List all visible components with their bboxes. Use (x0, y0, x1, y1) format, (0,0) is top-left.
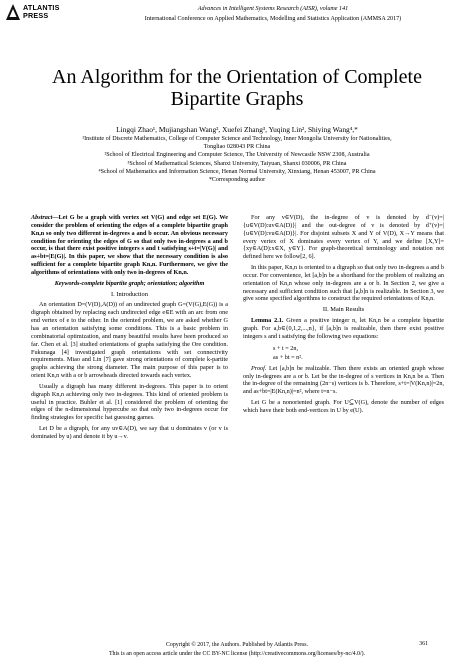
section-heading-introduction: I. Introduction (111, 290, 148, 298)
proof (243, 365, 444, 396)
author-list: Lingqi Zhao¹, Mujiangshan Wang², Xuefei Zhang³, Yuqing Lin², Shiying Wang⁴,* (116, 125, 358, 134)
affiliation-line: ⁴School of Mathematics and Information Science, Henan Normal University, Xinxiang, Henan 453007, PR China (98, 168, 376, 175)
proof-text: Let [a,b]n be realizable. Then there exists an oriented graph whose only in-degrees are a or b. Let be the in-degree of s vertices in Kn,n be a. Then the in-degree of the remaining (2n−s) vertices is b. Therefore, s+t=|V(Kn,n)|=2n, and as+bt=|E(Kn,n)|=n², where t=n−s. (243, 364, 444, 396)
publisher-logo (6, 4, 60, 20)
paragraph: Usually a digraph has many different in-degrees. This paper is to orient digraph Kn,n achieving only two in-degrees. This kind of oriented problem is useful in practice. Buhler et al. [1] considered the problem of orienting the edges of the n-dimensional hypercube so that only two in-degrees occur for finding strategies for specific hat guessing games. (31, 382, 228, 422)
section-heading-main-results: II. Main Results (322, 306, 365, 314)
page-number: 361 (419, 641, 428, 647)
keywords: Keywords-complete bipartite graph; orientation; algorithm (54, 279, 205, 287)
journal-line: Advances in Intelligent Systems Research (AISR), volume 141 (197, 6, 349, 12)
equation: as + bt = n². (273, 353, 303, 361)
running-header (80, 4, 466, 24)
paragraph: In this paper, Kn,n is oriented to a digraph so that only two in-degrees a and b occur. For convenience, let [a,b]n be a shorthand for the problem of realizing an orientation of Kn,n whose only in-degrees are a or b. In Section 2, we give a necessary and sufficient condition such that [a,b]n is realizable. In Section 3, we give some specified algorithms to construct the required orientations of Kn,n. (243, 264, 444, 303)
atlantis-press-icon (6, 4, 20, 20)
conference-line: International Conference on Applied Mathematics, Modelling and Statistics Application (AMMSA 2017) (144, 16, 402, 22)
equation-system (273, 344, 444, 362)
logo-line-1: ATLANTIS (23, 3, 60, 12)
corresponding-note: *Corresponding author (208, 177, 266, 184)
logo-line-2: PRESS (23, 11, 49, 20)
abstract-text: —Let G be a graph with vertex set V(G) and edge set E(G). We consider the problem of orienting the edges of a complete bipartite graph Kn,n so only two different in-degrees a and b occur. An obvious necessary condition for orienting the edges of G so that only two in-degrees a and b occur, is that there exist positive integers s and t satisfying s+t=|V(G)| and as+bt=|E(G)|. In this paper, we show that the necessary condition is also sufficient for a complete bipartite graph Kn,n. Furthermore, we give the algorithms of orientations with only two in-degrees of Kn,n. (31, 214, 228, 276)
paragraph: An orientation D=(V(D),A(D)) of an undirected graph G=(V(G),E(G)) is a digraph obtained by replacing each undirected edge e∈E with an arc from one end vertex of e to the other. In the oriented problem, we are asked whether G has an orientation satisfying some conditions. This is a basic problem in combinatorial optimization, and many beautiful results have been produced so far. Chen et al. [3] studied orientations of graphs satisfying the Ore condition. Fukunaga [4] investigated graph orientations with set connectivity requirements. Miao and Lin [7] gave strong orientations of complete k-partite graphs achieving the strong diameter. The main purpose of this paper is to orient Kn,n with a or b arrowheads directed towards each vertex. (31, 301, 228, 380)
affiliation-line: Tongliao 028043 PR China (203, 144, 271, 151)
lemma (243, 317, 444, 341)
affiliation-line: ³School of Mathematical Sciences, Shanxi University, Taiyuan, Shanxi 030006, PR China (127, 160, 347, 167)
right-column (243, 214, 444, 418)
paragraph: Let G be a nonoriented graph. For U⊆V(G), denote the number of edges which have their both end-vertices in U by e(U). (243, 399, 444, 414)
affiliation-line: ¹Institute of Discrete Mathematics, College of Computer Science and Technology, Inner Mongolia University for Nationalities, (82, 136, 392, 142)
paragraph: For any v∈V(D), the in-degree of v is denoted by d⁻(v)=|{u∈V(D):uv∈A(D)}| and the out-degree of v is denoted by d⁺(v)=|{u∈V(D):vu∈A(D)}|. For disjoint subsets X and Y of V(D), X→Y means that every vertex of X dominates every vertex of Y, and we define [X,Y]={xy∈A(D):x∈X, y∈Y}. For graph-theoretical terminology and notation not defined here we follow[2, 6]. (243, 214, 444, 261)
page-footer (0, 641, 474, 659)
lemma-text: Given a positive integer n, let Kn,n be a complete bipartite graph. For a,b∈{0,1,2,...,n}, if [a,b]n is realizable, then there exist positive integers s and t satisfying the following two equations: (243, 317, 444, 340)
title-line-1: An Algorithm for the Orientation of Complete (52, 66, 422, 88)
license-line: This is an open access article under the CC BY-NC license (http://creativecommons.org/licenses/by-nc/4.0/). (108, 651, 366, 657)
proof-heading: Proof. (251, 364, 267, 372)
paragraph: Let D be a digraph, for any uv∈A(D), we say that u dominates v (or v is dominated by u) and denote it by u→v. (31, 425, 228, 440)
affiliation-line: ²School of Electrical Engineering and Computer Science, The University of Newcastle NSW 2308, Australia (104, 152, 370, 159)
abstract-heading: Abstract (31, 214, 53, 221)
paper-title (20, 66, 454, 110)
affiliations (14, 135, 460, 184)
equation: s + t = 2n, (273, 344, 299, 352)
lemma-heading: Lemma 2.1. (251, 317, 284, 325)
abstract (31, 214, 228, 277)
title-line-2: Bipartite Graphs (170, 88, 304, 110)
left-column (31, 214, 228, 444)
copyright-line: Copyright © 2017, the Authors. Published by Atlantis Press. (165, 642, 309, 648)
